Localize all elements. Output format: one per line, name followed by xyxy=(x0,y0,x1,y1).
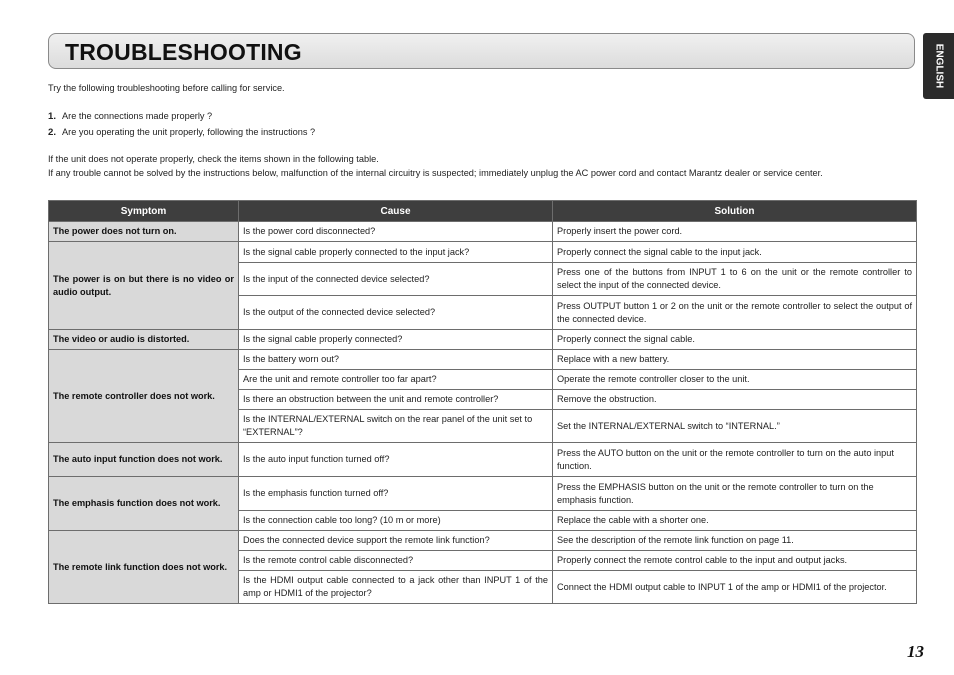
solution-cell: Press the AUTO button on the unit or the remote controller to turn on the auto input function. xyxy=(553,443,917,477)
note-line-2: If any trouble cannot be solved by the instructions below, malfunction of the internal circuitry is suspected; immediately unplug the AC power cord and contact Marantz dealer or service center. xyxy=(48,168,823,178)
symptom-cell: The remote controller does not work. xyxy=(49,350,239,443)
language-tab xyxy=(923,33,954,99)
intro-text: Try the following troubleshooting before calling for service. xyxy=(48,83,285,93)
cause-cell: Is the input of the connected device selected? xyxy=(239,263,553,296)
symptom-cell: The power does not turn on. xyxy=(49,222,239,242)
solution-cell: Replace the cable with a shorter one. xyxy=(553,511,917,531)
solution-cell: Properly connect the signal cable. xyxy=(553,330,917,350)
cause-cell: Is the auto input function turned off? xyxy=(239,443,553,477)
table-row xyxy=(49,531,917,551)
solution-cell: Connect the HDMI output cable to INPUT 1 of the amp or HDMI1 of the projector. xyxy=(553,571,917,604)
table-row xyxy=(49,443,917,477)
check-item-1 xyxy=(48,111,212,122)
solution-cell: Set the INTERNAL/EXTERNAL switch to “INTERNAL.” xyxy=(553,410,917,443)
cause-cell: Is the HDMI output cable connected to a jack other than INPUT 1 of the amp or HDMI1 of the projector? xyxy=(239,571,553,604)
solution-cell: Properly connect the remote control cable to the input and output jacks. xyxy=(553,551,917,571)
cause-cell: Is the output of the connected device selected? xyxy=(239,296,553,330)
check-text: Are you operating the unit properly, following the instructions ? xyxy=(62,127,316,137)
note-line-1: If the unit does not operate properly, check the items shown in the following table. xyxy=(48,154,379,164)
cause-cell: Is the INTERNAL/EXTERNAL switch on the rear panel of the unit set to “EXTERNAL”? xyxy=(239,410,553,443)
page-title: TROUBLESHOOTING xyxy=(65,39,302,65)
solution-cell: Press OUTPUT button 1 or 2 on the unit or the remote controller to select the output of the connected device. xyxy=(553,296,917,330)
cause-cell: Is the remote control cable disconnected? xyxy=(239,551,553,571)
symptom-cell: The emphasis function does not work. xyxy=(49,477,239,531)
table-header-row xyxy=(49,201,917,222)
troubleshooting-table xyxy=(48,200,917,604)
cause-cell: Is the connection cable too long? (10 m or more) xyxy=(239,511,553,531)
cause-cell: Is the signal cable properly connected? xyxy=(239,330,553,350)
header-solution: Solution xyxy=(553,201,917,222)
cause-cell: Are the unit and remote controller too far apart? xyxy=(239,370,553,390)
symptom-cell: The auto input function does not work. xyxy=(49,443,239,477)
solution-cell: Remove the obstruction. xyxy=(553,390,917,410)
check-number: 2. xyxy=(48,127,57,138)
cause-cell: Is the emphasis function turned off? xyxy=(239,477,553,511)
title-bar xyxy=(48,33,915,69)
solution-cell: See the description of the remote link function on page 11. xyxy=(553,531,917,551)
language-tab-label: ENGLISH xyxy=(933,43,944,89)
table-row xyxy=(49,330,917,350)
symptom-cell: The video or audio is distorted. xyxy=(49,330,239,350)
table-row xyxy=(49,242,917,263)
table-row xyxy=(49,477,917,511)
cause-cell: Is the signal cable properly connected to the input jack? xyxy=(239,242,553,263)
cause-cell: Is there an obstruction between the unit and remote controller? xyxy=(239,390,553,410)
check-text: Are the connections made properly ? xyxy=(62,111,213,121)
header-symptom: Symptom xyxy=(49,201,239,222)
symptom-cell: The remote link function does not work. xyxy=(49,531,239,604)
cause-cell: Is the battery worn out? xyxy=(239,350,553,370)
cause-cell: Does the connected device support the remote link function? xyxy=(239,531,553,551)
solution-cell: Press one of the buttons from INPUT 1 to 6 on the unit or the remote controller to select the input of the connected device. xyxy=(553,263,917,296)
check-number: 1. xyxy=(48,111,57,122)
symptom-cell: The power is on but there is no video or audio output. xyxy=(49,242,239,330)
table-row xyxy=(49,350,917,370)
table-row xyxy=(49,222,917,242)
check-item-2 xyxy=(48,127,315,138)
solution-cell: Press the EMPHASIS button on the unit or the remote controller to turn on the emphasis function. xyxy=(553,477,917,511)
header-cause: Cause xyxy=(239,201,553,222)
solution-cell: Operate the remote controller closer to the unit. xyxy=(553,370,917,390)
solution-cell: Properly connect the signal cable to the input jack. xyxy=(553,242,917,263)
cause-cell: Is the power cord disconnected? xyxy=(239,222,553,242)
solution-cell: Replace with a new battery. xyxy=(553,350,917,370)
solution-cell: Properly insert the power cord. xyxy=(553,222,917,242)
page-number: 13 xyxy=(907,642,924,661)
